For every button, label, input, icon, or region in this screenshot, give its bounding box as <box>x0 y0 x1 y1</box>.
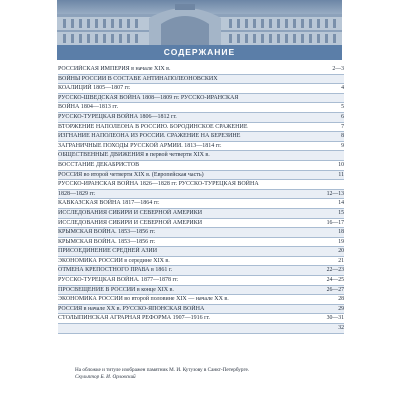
toc-entry-title: КРЫМСКАЯ ВОЙНА. 1853—1856 гг. <box>58 229 156 236</box>
toc-entry-page: 10 <box>338 161 344 168</box>
toc-entry-page: 5 <box>341 104 344 111</box>
toc-entry-title: ВОЙНЫ РОССИИ В СОСТАВЕ АНТИНАПОЛЕОНОВСКИХ <box>58 75 218 82</box>
toc-row[interactable] <box>58 142 344 152</box>
toc-row[interactable] <box>58 123 344 133</box>
toc-row[interactable] <box>58 103 344 113</box>
toc-entry-page: 6 <box>341 113 344 120</box>
toc-entry-page: 20 <box>338 248 344 255</box>
toc-entry-page: 29 <box>338 305 344 312</box>
toc-entry-page: 15 <box>338 209 344 216</box>
toc-entry-title: КАВКАЗСКАЯ ВОЙНА 1817—1864 гг. <box>58 200 160 207</box>
toc-row[interactable] <box>58 161 344 171</box>
toc-row[interactable] <box>58 324 344 334</box>
toc-row[interactable] <box>58 84 344 94</box>
toc-row[interactable] <box>58 199 344 209</box>
toc-entry-title: КРЫМСКАЯ ВОЙНА. 1853—1856 гг. <box>58 238 156 245</box>
toc-row[interactable] <box>58 171 344 181</box>
toc-row[interactable] <box>58 257 344 267</box>
table-of-contents <box>58 65 344 334</box>
toc-row[interactable] <box>58 209 344 219</box>
toc-row[interactable] <box>58 180 344 190</box>
toc-entry-page: 28 <box>338 296 344 303</box>
toc-entry-page: 19 <box>338 238 344 245</box>
toc-row[interactable] <box>58 276 344 286</box>
toc-row[interactable] <box>58 65 344 75</box>
toc-row[interactable] <box>58 190 344 200</box>
cover-footnote <box>75 367 335 381</box>
toc-entry-page: 8 <box>341 133 344 140</box>
toc-entry-title: РУССКО-ИРАНСКАЯ ВОЙНА 1826—1828 гг. РУССКО-ТУРЕЦКАЯ ВОЙНА <box>58 181 259 188</box>
toc-entry-title: СТОЛЫПИНСКАЯ АГРАРНАЯ РЕФОРМА 1907—1916 гг. <box>58 315 210 322</box>
toc-entry-title: ИЗГНАНИЕ НАПОЛЕОНА ИЗ РОССИИ. СРАЖЕНИЕ НА БЕРЕЗИНЕ <box>58 133 241 140</box>
toc-row[interactable] <box>58 132 344 142</box>
toc-row[interactable] <box>58 238 344 248</box>
toc-entry-page: 24—25 <box>326 277 344 284</box>
toc-row[interactable] <box>58 219 344 229</box>
toc-entry-title: ЗАГРАНИЧНЫЕ ПОХОДЫ РУССКОЙ АРМИИ. 1813—1814 гг. <box>58 142 222 149</box>
toc-entry-title: ПРОСВЕЩЕНИЕ В РОССИИ в конце XIX в. <box>58 286 174 293</box>
toc-entry-page: 11 <box>338 171 344 178</box>
toc-entry-page: 14 <box>338 200 344 207</box>
footnote-line: На обложке и титуле изображен памятник М. И. Кутузову в Санкт-Петербурге. <box>75 367 250 373</box>
toc-entry-page: 18 <box>338 229 344 236</box>
toc-row[interactable] <box>58 75 344 85</box>
toc-row[interactable] <box>58 286 344 296</box>
toc-entry-title: ИССЛЕДОВАНИЯ СИБИРИ И СЕВЕРНОЙ АМЕРИКИ <box>58 209 203 216</box>
toc-entry-page: 2—3 <box>332 66 344 72</box>
toc-entry-page: 32 <box>338 325 344 332</box>
toc-entry-title: РУССКО-ТУРЕЦКАЯ ВОЙНА 1806—1812 гг. <box>58 113 177 120</box>
toc-row[interactable] <box>58 228 344 238</box>
toc-entry-page: 4 <box>341 85 344 92</box>
toc-entry-title: ОТМЕНА КРЕПОСТНОГО ПРАВА в 1861 г. <box>58 267 173 274</box>
toc-entry-title: КОАЛИЦИЙ 1805—1807 гг. <box>58 85 131 92</box>
toc-row[interactable] <box>58 247 344 257</box>
toc-row[interactable] <box>58 151 344 161</box>
toc-row[interactable] <box>58 305 344 315</box>
toc-entry-title: ВОЙНА 1804—1813 гг. <box>58 104 119 111</box>
toc-entry-title: РОССИЙСКАЯ ИМПЕРИЯ в начале XIX в. <box>58 66 171 72</box>
toc-entry-title: РУССКО-ШВЕДСКАЯ ВОЙНА 1808—1809 гг. РУССКО-ИРАНСКАЯ <box>58 94 239 101</box>
toc-entry-title: ПРИСОЕДИНЕНИЕ СРЕДНЕЙ АЗИИ <box>58 248 158 255</box>
toc-entry-title: ЭКОНОМИКА РОССИИ в середине XIX в. <box>58 257 170 264</box>
toc-row[interactable] <box>58 295 344 305</box>
toc-row[interactable] <box>58 314 344 324</box>
toc-entry-title: ВТОРЖЕНИЕ НАПОЛЕОНА В РОССИЮ. БОРОДИНСКОЕ СРАЖЕНИЕ <box>58 123 248 130</box>
toc-entry-page: 30—31 <box>326 315 344 322</box>
toc-entry-title: ВОССТАНИЕ ДЕКАБРИСТОВ <box>58 161 140 168</box>
toc-entry-page: 12—13 <box>326 190 344 197</box>
toc-row[interactable] <box>58 266 344 276</box>
toc-entry-page: 22—23 <box>326 267 344 274</box>
toc-entry-title: ОБЩЕСТВЕННЫЕ ДВИЖЕНИЯ в первой четверти XIX в. <box>58 152 210 159</box>
header-banner <box>57 0 342 60</box>
toc-entry-title: ЭКОНОМИКА РОССИИ во второй половине XIX — начале XX в. <box>58 296 229 303</box>
toc-row[interactable] <box>58 113 344 123</box>
toc-entry-title: РУССКО-ТУРЕЦКАЯ ВОЙНА. 1877—1878 гг. <box>58 277 179 284</box>
toc-entry-page: 9 <box>341 142 344 149</box>
palace-facade-illustration <box>57 0 342 46</box>
toc-entry-title: РОССИЯ в начале XX в. РУССКО-ЯПОНСКАЯ ВОЙНА <box>58 305 205 312</box>
toc-entry-page: 21 <box>338 257 344 264</box>
toc-entry-title: РОССИЯ во второй четверти XIX в. (Европейская часть) <box>58 171 204 178</box>
toc-entry-title: ИССЛЕДОВАНИЯ СИБИРИ И СЕВЕРНОЙ АМЕРИКИ <box>58 219 203 226</box>
footnote-line: Скульптор Б. И. Орловский <box>75 374 136 380</box>
toc-row[interactable] <box>58 94 344 104</box>
toc-entry-page: 7 <box>341 123 344 130</box>
page-title: СОДЕРЖАНИЕ <box>57 45 342 60</box>
toc-entry-page: 16—17 <box>326 219 344 226</box>
toc-entry-page: 26—27 <box>326 286 344 293</box>
toc-entry-title: 1828—1829 гг. <box>58 190 96 197</box>
